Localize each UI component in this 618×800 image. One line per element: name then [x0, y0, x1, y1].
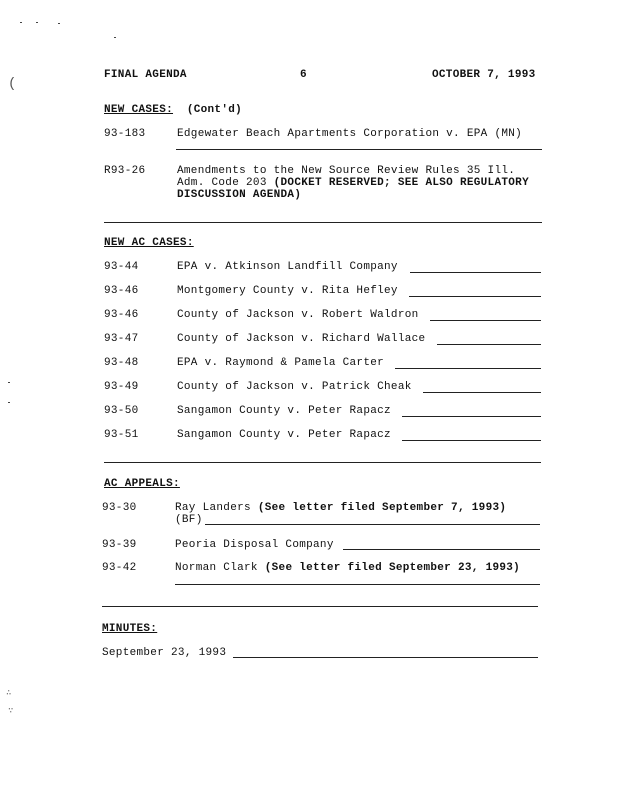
- signature-line: [205, 524, 540, 525]
- signature-line: [409, 296, 541, 297]
- case-number: 93-44: [104, 261, 139, 273]
- case-title: Montgomery County v. Rita Hefley: [177, 285, 398, 297]
- appellant-name: Ray Landers: [175, 502, 251, 514]
- signature-line: [343, 549, 540, 550]
- case-title: EPA v. Raymond & Pamela Carter: [177, 357, 385, 369]
- case-note: (See letter filed September 23, 1993): [264, 562, 521, 574]
- appellant-name: Norman Clark: [175, 562, 258, 574]
- case-title-code: Adm. Code 203: [177, 177, 267, 189]
- signature-line: [423, 392, 541, 393]
- scan-smudge: ∵: [8, 706, 14, 716]
- case-number: 93-46: [104, 309, 139, 321]
- scan-speck: [36, 22, 38, 23]
- section-divider: [102, 606, 538, 607]
- scan-speck: [58, 23, 60, 24]
- case-title: County of Jackson v. Robert Waldron: [177, 309, 419, 321]
- case-title-line-1: Amendments to the New Source Review Rules 35 Ill.: [177, 165, 516, 177]
- signature-line: [175, 584, 540, 585]
- case-title-note: (DOCKET RESERVED; SEE ALSO REGULATORY: [273, 177, 529, 189]
- page-number: 6: [300, 69, 307, 81]
- case-title: County of Jackson v. Patrick Cheak: [177, 381, 412, 393]
- case-number: 93-47: [104, 333, 139, 345]
- case-number: 93-49: [104, 381, 139, 393]
- signature-line: [233, 657, 538, 658]
- case-title: Sangamon County v. Peter Rapacz: [177, 405, 391, 417]
- case-number: 93-50: [104, 405, 139, 417]
- scan-speck: [114, 37, 116, 38]
- minutes-heading: MINUTES:: [102, 623, 158, 635]
- signature-line: [395, 368, 541, 369]
- signature-line: [430, 320, 541, 321]
- agenda-title: FINAL AGENDA: [104, 69, 187, 81]
- scan-speck: [8, 382, 10, 383]
- case-title: EPA v. Atkinson Landfill Company: [177, 261, 398, 273]
- signature-line: [437, 344, 541, 345]
- case-number: 93-183: [104, 128, 146, 140]
- signature-line: [402, 416, 541, 417]
- case-title-line-2: [177, 177, 529, 189]
- section-divider: [104, 222, 542, 223]
- case-number: 93-30: [102, 502, 137, 514]
- signature-line: [402, 440, 541, 441]
- section-divider: [104, 462, 541, 463]
- case-title: [175, 502, 506, 514]
- new-cases-label: NEW CASES:: [104, 104, 174, 116]
- scan-speck: [20, 22, 22, 23]
- scan-smudge: ∴: [6, 688, 12, 698]
- new-cases-heading: [104, 104, 242, 116]
- case-title-line-3: DISCUSSION AGENDA): [177, 189, 302, 201]
- agenda-date: OCTOBER 7, 1993: [432, 69, 536, 81]
- case-number: 93-42: [102, 562, 137, 574]
- case-title: County of Jackson v. Richard Wallace: [177, 333, 426, 345]
- case-title: [175, 562, 520, 574]
- case-number: R93-26: [104, 165, 146, 177]
- ac-appeals-heading: AC APPEALS:: [104, 478, 180, 490]
- case-number: 93-39: [102, 539, 137, 551]
- binding-mark: (: [8, 76, 17, 92]
- new-ac-cases-heading: NEW AC CASES:: [104, 237, 194, 249]
- case-number: 93-46: [104, 285, 139, 297]
- case-note: (See letter filed September 7, 1993): [257, 502, 507, 514]
- minutes-entry: September 23, 1993: [102, 647, 227, 659]
- case-number: 93-51: [104, 429, 139, 441]
- case-title: Peoria Disposal Company: [175, 539, 334, 551]
- case-number: 93-48: [104, 357, 139, 369]
- case-title: Edgewater Beach Apartments Corporation v. EPA (MN): [177, 128, 523, 140]
- new-cases-contd: (Cont'd): [186, 104, 243, 116]
- signature-line: [176, 149, 542, 150]
- case-title: Sangamon County v. Peter Rapacz: [177, 429, 391, 441]
- scan-speck: [8, 402, 10, 403]
- case-title-line-2: (BF): [175, 514, 203, 526]
- signature-line: [410, 272, 541, 273]
